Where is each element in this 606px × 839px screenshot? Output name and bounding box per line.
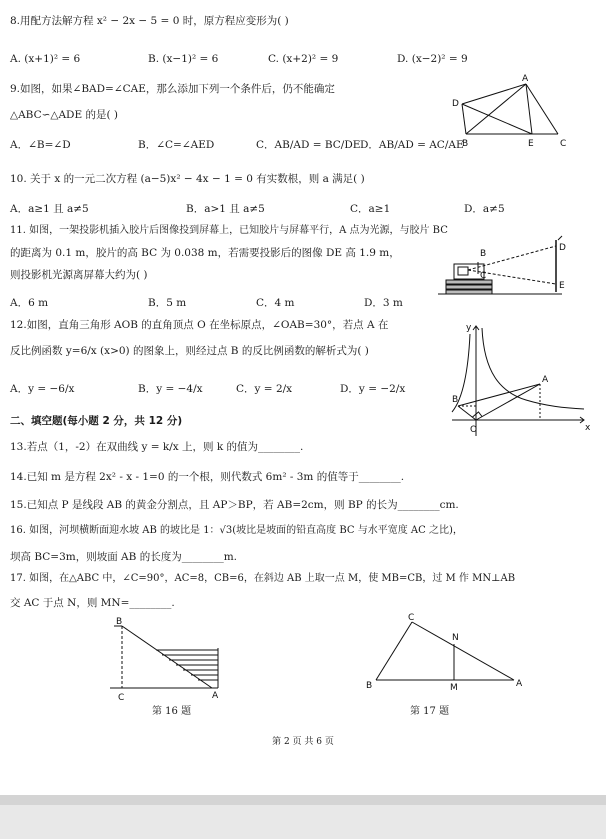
q17-label-c: C — [408, 613, 415, 623]
q11-label-e: E — [559, 281, 565, 291]
q17-label-m: M — [450, 683, 458, 693]
page-footer: 第 2 页 共 6 页 — [272, 737, 334, 747]
q8-option-d: D. (x−2)² = 9 — [397, 53, 468, 65]
q10-option-c: C．a≥1 — [350, 203, 391, 215]
q12-stem-1: 12.如图，直角三角形 AOB 的直角顶点 O 在坐标原点，∠OAB=30°，若点 A 在 — [10, 319, 389, 331]
q17-figure — [364, 612, 524, 692]
q16-stem-2: 坝高 BC=3m，则坡面 AB 的长度为________m. — [10, 551, 237, 563]
q11-option-c: C．4 m — [256, 297, 295, 309]
q11-figure — [438, 236, 578, 300]
section-heading-fill-in: 二、填空题(每小题 2 分，共 12 分) — [10, 415, 183, 427]
q12-label-a: A — [542, 375, 549, 385]
q11-stem-2: 的距离为 0.1 m，胶片的高 BC 为 0.038 m，若需要投影后的图像 DE 高 1.9 m， — [10, 247, 400, 259]
q11-label-d: D — [559, 243, 566, 253]
q12-option-b: B．y = −4/x — [138, 383, 203, 395]
q17-label-a: A — [516, 679, 523, 689]
q12-label-y: y — [466, 323, 472, 333]
q10-stem: 10. 关于 x 的一元二次方程 (a−5)x² − 4x − 1 = 0 有实数根，则 a 满足( ) — [10, 173, 365, 185]
q12-stem-2: 反比例函数 y=6/x (x>0) 的图象上，则经过点 B 的反比例函数的解析式为( ) — [10, 345, 369, 357]
q9-stem-1: 9.如图，如果∠BAD=∠CAE，那么添加下列一个条件后，仍不能确定 — [10, 83, 335, 95]
q16-caption: 第 16 题 — [152, 706, 192, 717]
q12-label-b: B — [452, 395, 459, 405]
q11-option-a: A．6 m — [10, 297, 49, 309]
q12-option-c: C．y = 2/x — [236, 383, 293, 395]
q17-label-n: N — [452, 633, 459, 643]
q17-stem-1: 17. 如图，在△ABC 中，∠C=90°，AC=8，CB=6，在斜边 AB 上取一点 M，使 MB=CB，过 M 作 MN⊥AB — [10, 573, 516, 584]
q11-stem-3: 则投影机光源离屏幕大约为( ) — [10, 269, 148, 281]
q10-option-b: B．a>1 且 a≠5 — [186, 203, 265, 215]
q9-label-a: A — [522, 74, 529, 84]
q13-stem: 13.若点（1，-2）在双曲线 y = k/x 上，则 k 的值为________. — [10, 441, 304, 453]
q9-option-c: C．AB/AD = BC/DE — [256, 139, 361, 151]
viewer-bottom-band — [0, 795, 606, 839]
q8-stem: 8.用配方法解方程 x² − 2x − 5 = 0 时，原方程应变形为( ) — [10, 15, 289, 27]
q11-option-d: D．3 m — [364, 297, 403, 309]
q14-stem: 14.已知 m 是方程 2x² - x - 1=0 的一个根，则代数式 6m² - 3m 的值等于________. — [10, 471, 405, 483]
q9-label-e: E — [528, 139, 534, 149]
q9-option-a: A．∠B=∠D — [10, 139, 71, 151]
q11-stem-1: 11. 如图，一架投影机插入胶片后图像投到屏幕上，已知胶片与屏幕平行，A 点为光源，与胶片 BC — [10, 225, 448, 236]
q8-option-b: B. (x−1)² = 6 — [148, 53, 219, 65]
q9-stem-2: △ABC∽△ADE 的是( ) — [10, 109, 119, 121]
q9-option-b: B．∠C=∠AED — [138, 139, 215, 151]
q11-label-c: C — [480, 271, 487, 281]
q16-label-c: C — [118, 693, 125, 703]
viewer-bottom-strip — [0, 795, 606, 805]
q15-stem: 15.已知点 P 是线段 AB 的黄金分割点，且 AP＞BP，若 AB=2cm，则 BP 的长为________cm. — [10, 499, 459, 511]
q12-label-x: x — [585, 423, 591, 433]
q9-label-c: C — [560, 139, 567, 149]
q16-figure — [110, 617, 240, 703]
q12-option-d: D．y = −2/x — [340, 383, 406, 395]
q10-option-a: A．a≥1 且 a≠5 — [10, 203, 89, 215]
q9-option-d: D．AB/AD = AC/AE — [360, 139, 464, 151]
q12-figure — [452, 320, 592, 438]
q16-label-a: A — [212, 691, 219, 701]
q9-label-b: B — [462, 139, 469, 149]
q9-figure — [448, 72, 588, 152]
q17-label-b: B — [366, 681, 373, 691]
q16-stem-1: 16. 如图，河坝横断面迎水坡 AB 的坡比是 1：√3(坡比是坡面的铅直高度 BC 与水平宽度 AC 之比)， — [10, 525, 463, 536]
q9-label-d: D — [452, 99, 459, 109]
q17-caption: 第 17 题 — [410, 706, 450, 717]
q12-option-a: A．y = −6/x — [10, 383, 75, 395]
q17-stem-2: 交 AC 于点 N，则 MN=________. — [10, 597, 175, 609]
q8-option-c: C. (x+2)² = 9 — [268, 53, 339, 65]
q11-option-b: B．5 m — [148, 297, 187, 309]
q10-option-d: D．a≠5 — [464, 203, 505, 215]
q12-label-o: O — [470, 425, 478, 435]
q16-label-b: B — [116, 617, 123, 627]
q11-label-b: B — [480, 249, 487, 259]
q8-option-a: A. (x+1)² = 6 — [10, 53, 81, 65]
